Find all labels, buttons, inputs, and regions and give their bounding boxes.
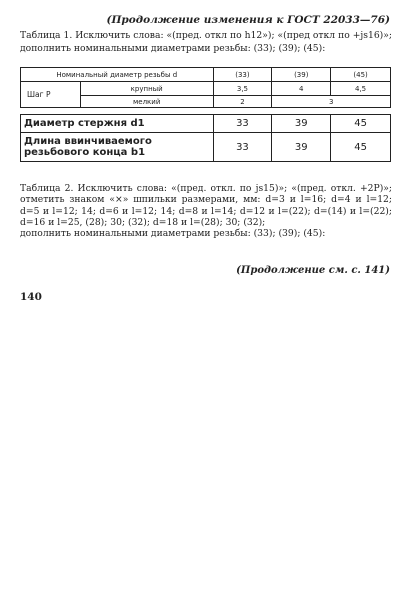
table-cell: 3,5 [213, 82, 272, 96]
table-cell: 39 [272, 115, 331, 133]
table-header-row [21, 68, 391, 82]
continuation-note: (Продолжение см. с. 141) [236, 265, 390, 276]
table-row-coarse [21, 82, 391, 96]
paragraph-table1-changes: Таблица 1. Исключить слова: «(пред. откл по h12»); «(пред откл по +js16)»; дополнить номинальными диаметрами резьбы: (33); (39); (45): [20, 30, 392, 54]
page-number: 140 [20, 291, 42, 303]
fine-label: мелкий [80, 96, 213, 108]
table-cell: 33 [213, 115, 272, 133]
paragraph-table2-text: Таблица 2. Исключить слова: «(пред. откл. по js15)»; «(пред. откл. +2Р)»; отметить знаком «×» шпильки размерами, мм: d=3 и l=16; d=4 и l=12; d=5 и l=12; 14; d=6 и l=12; 14; d=8 и l=14; d=12 и l=(22); d=(14) и l=(22); d=16 и l=25, (28); 30; (32); d=18 и l=(28); 30; (32); [20, 183, 392, 228]
table-cell: 4,5 [331, 82, 391, 96]
table-spacer-row [21, 108, 391, 115]
table-cell: 3 [272, 96, 391, 108]
table-row-thread-length [21, 133, 391, 162]
thread-diameter-table [20, 67, 391, 162]
pitch-label: Шаг P [21, 82, 81, 108]
coarse-label: крупный [80, 82, 213, 96]
table-cell: 2 [213, 96, 272, 108]
table-cell: 4 [272, 82, 331, 96]
table-cell: 45 [331, 115, 391, 133]
table-cell: 33 [213, 133, 272, 162]
nominal-diameter-header: Номинальный диаметр резьбы d [21, 68, 214, 82]
paragraph-table2-changes [20, 183, 392, 239]
thread-length-label: Длина ввинчиваемого резьбового конца b1 [21, 133, 214, 162]
table-spacer [21, 108, 391, 115]
page-header: (Продолжение изменения к ГОСТ 22033—76) [106, 14, 390, 26]
column-header: (33) [213, 68, 272, 82]
paragraph-add-diameters: дополнить номинальными диаметрами резьбы: (33); (39); (45): [20, 228, 326, 240]
column-header: (45) [331, 68, 391, 82]
table-cell: 45 [331, 133, 391, 162]
table-row-stud-diameter [21, 115, 391, 133]
column-header: (39) [272, 68, 331, 82]
stud-diameter-label: Диаметр стержня d1 [21, 115, 214, 133]
table-cell: 39 [272, 133, 331, 162]
